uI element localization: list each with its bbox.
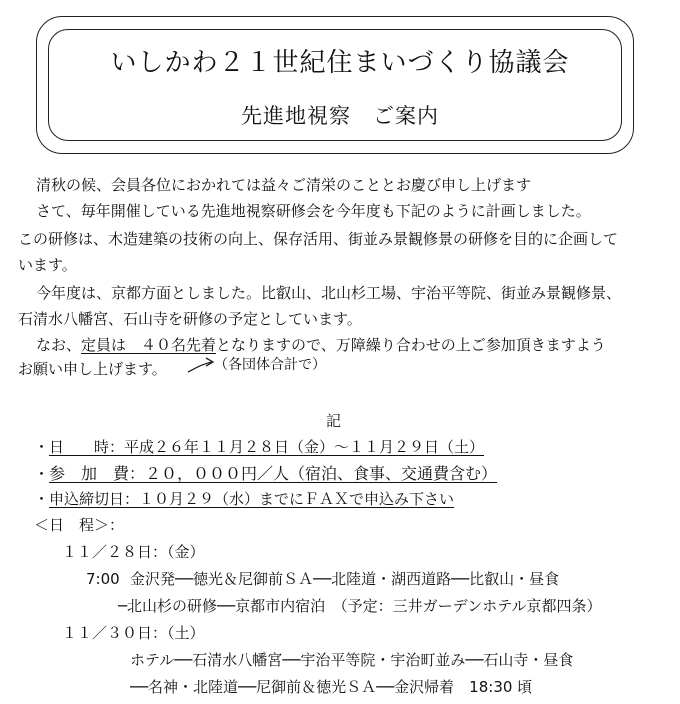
date-label: 日 時: [49, 438, 110, 456]
document-title: いしかわ２１世紀住まいづくり協議会: [110, 48, 570, 78]
destination-line-2: 石清水八幡宮、石山寺を研修の予定としています。: [18, 310, 362, 328]
deadline-label: 申込締切日: [49, 490, 125, 508]
destination-line-1: 今年度は、京都方面としました。比叡山、北山杉工場、宇治平等院、街並み景観修景、: [36, 284, 622, 302]
ki-heading: 記: [326, 412, 342, 430]
fee-label: 参 加 費: [49, 464, 130, 483]
day2-route-2: ──名神・北陸道──尼御前＆徳光ＳＡ──金沢帰着 18:30 頃: [130, 678, 533, 696]
bullet: ・: [34, 438, 50, 456]
capacity-limit: 定員は ４０名先着: [81, 336, 217, 354]
date-value: 平成２６年１１月２８日（金）～１１月２９日（土）: [124, 438, 485, 456]
greeting-line: 清秋の候、会員各位におかれては益々ご清栄のこととお慶び申し上げます: [36, 176, 532, 194]
deadline-value: １０月２９（水）までにＦＡＸで申込み下さい: [139, 490, 455, 508]
purpose-line-2: います。: [18, 256, 77, 274]
capacity-suffix: となりますので、万障繰り合わせの上ご参加頂きますよう: [216, 336, 606, 354]
bullet: ・: [34, 465, 50, 483]
day2-route-1: ホテル──石清水八幡宮──宇治平等院・宇治町並み──石山寺・昼食: [130, 651, 574, 669]
handwritten-note: （各団体合計で）: [214, 357, 326, 373]
deadline-row: ・申込締切日：１０月２９（水）までにＦＡＸで申込み下さい: [34, 490, 455, 508]
day1-route-2: ─北山杉の研修──京都市内宿泊 （予定：三井ガーデンホテル京都四条）: [118, 597, 602, 615]
fee-value: ２０，０００円／人（宿泊、食事、交通費含む）: [145, 464, 498, 483]
capacity-line: [36, 336, 606, 355]
capacity-prefix: なお、: [36, 336, 82, 354]
day1-time: 7:00: [86, 570, 120, 588]
purpose-line-1: この研修は、木造建築の技術の向上、保存活用、街並み景観修景の研修を目的に企画して: [18, 230, 619, 248]
day1-route-1: 金沢発──徳光＆尼御前ＳＡ──北陸道・湖西道路──比叡山・昼食: [130, 570, 560, 588]
date-row: ・日 時：平成２６年１１月２８日（金）～１１月２９日（土）: [34, 438, 485, 456]
fee-row: ・参 加 費：２０，０００円／人（宿泊、食事、交通費含む）: [34, 464, 498, 483]
day1-label: １１／２８日：（金）: [62, 543, 205, 561]
day2-label: １１／３０日：（土）: [62, 624, 205, 642]
request-line: お願い申し上げます。: [18, 360, 167, 378]
schedule-heading: ＜日 程＞：: [34, 516, 125, 534]
bullet: ・: [34, 490, 50, 508]
document-subtitle: 先進地視察 ご案内: [241, 104, 439, 128]
intro-line: さて、毎年開催している先進地視察研修会を今年度も下記のように計画しました。: [36, 202, 591, 220]
